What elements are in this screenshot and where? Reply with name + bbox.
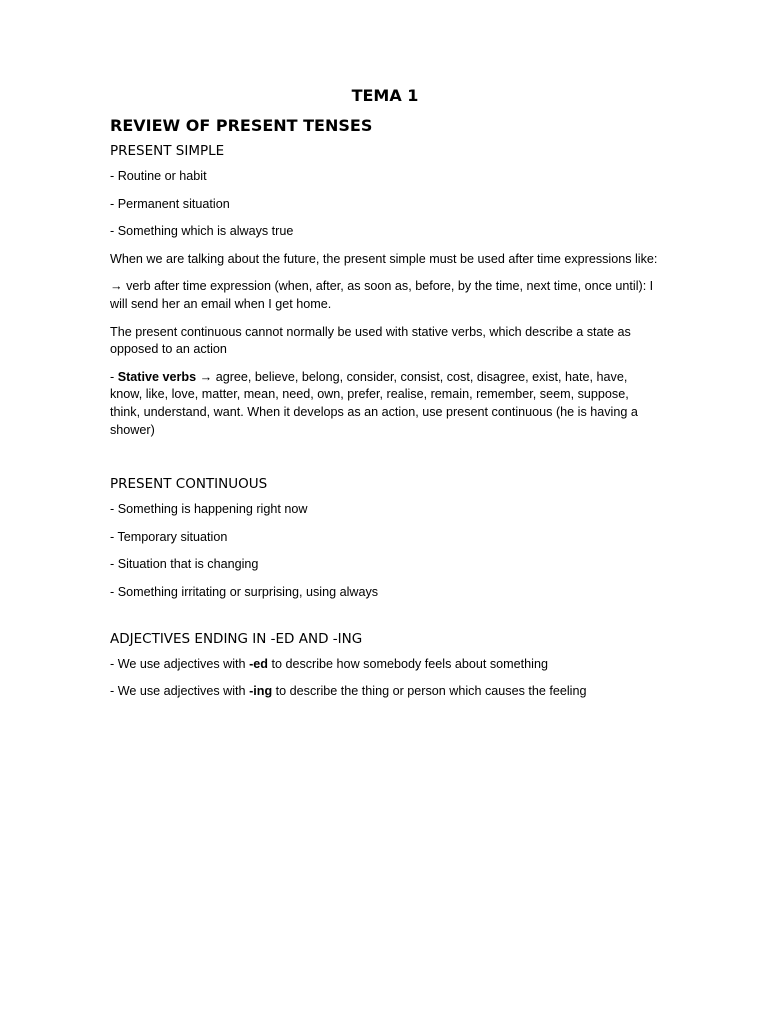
list-item: - Situation that is changing [110,557,259,572]
document-title: TEMA 1 [351,86,419,105]
adjectives-ed-suffix: to describe how somebody feels about something [267,656,548,671]
adjectives-heading: ADJECTIVES ENDING IN -ED AND -ING [110,630,363,647]
stative-prefix: - [110,369,118,384]
document-page [110,85,660,711]
adjectives-ing-bold: -ing [249,684,273,699]
adjectives-ed-item [110,656,660,674]
list-item: - Routine or habit [110,169,207,183]
spacer [110,449,660,475]
stative-note-paragraph: The present continuous cannot normally be used with stative verbs, which describe a state as opposed to an action [110,324,631,357]
adjectives-ing-item [110,683,660,701]
present-continuous-heading: PRESENT CONTINUOUS [110,476,268,493]
spacer [110,612,660,630]
adjectives-ed-bold: -ed [249,656,268,671]
present-simple-heading: PRESENT SIMPLE [110,143,225,159]
stative-verbs-text: → agree, believe, belong, consider, consist, cost, disagree, exist, hate, have, know, like, love, matter, mean, need, own, prefer, realise, remain, remember, seem, suppose, think, understand, want. When it develops as an action, use present continuous (he is having a shower) [110,369,638,437]
stative-verbs-paragraph [110,369,660,439]
list-item: - Something which is always true [110,224,294,239]
adjectives-ed-prefix: - We use adjectives with [110,656,250,671]
list-item: - Temporary situation [110,529,228,544]
list-item: - Permanent situation [110,196,230,211]
list-item: - Something is happening right now [110,502,308,517]
future-note-paragraph: When we are talking about the future, the present simple must be used after time expressions like: [110,251,658,266]
adjectives-ing-suffix: to describe the thing or person which causes the feeling [272,684,587,699]
adjectives-ing-prefix: - We use adjectives with [110,684,250,699]
stative-verbs-label: Stative verbs [117,369,197,384]
document-heading: REVIEW OF PRESENT TENSES [110,116,373,135]
list-item: - Something irritating or surprising, using always [110,584,379,599]
time-expression-paragraph: → verb after time expression (when, after, as soon as, before, by the time, next time, once until): I will send her an email when I get home. [110,279,654,311]
